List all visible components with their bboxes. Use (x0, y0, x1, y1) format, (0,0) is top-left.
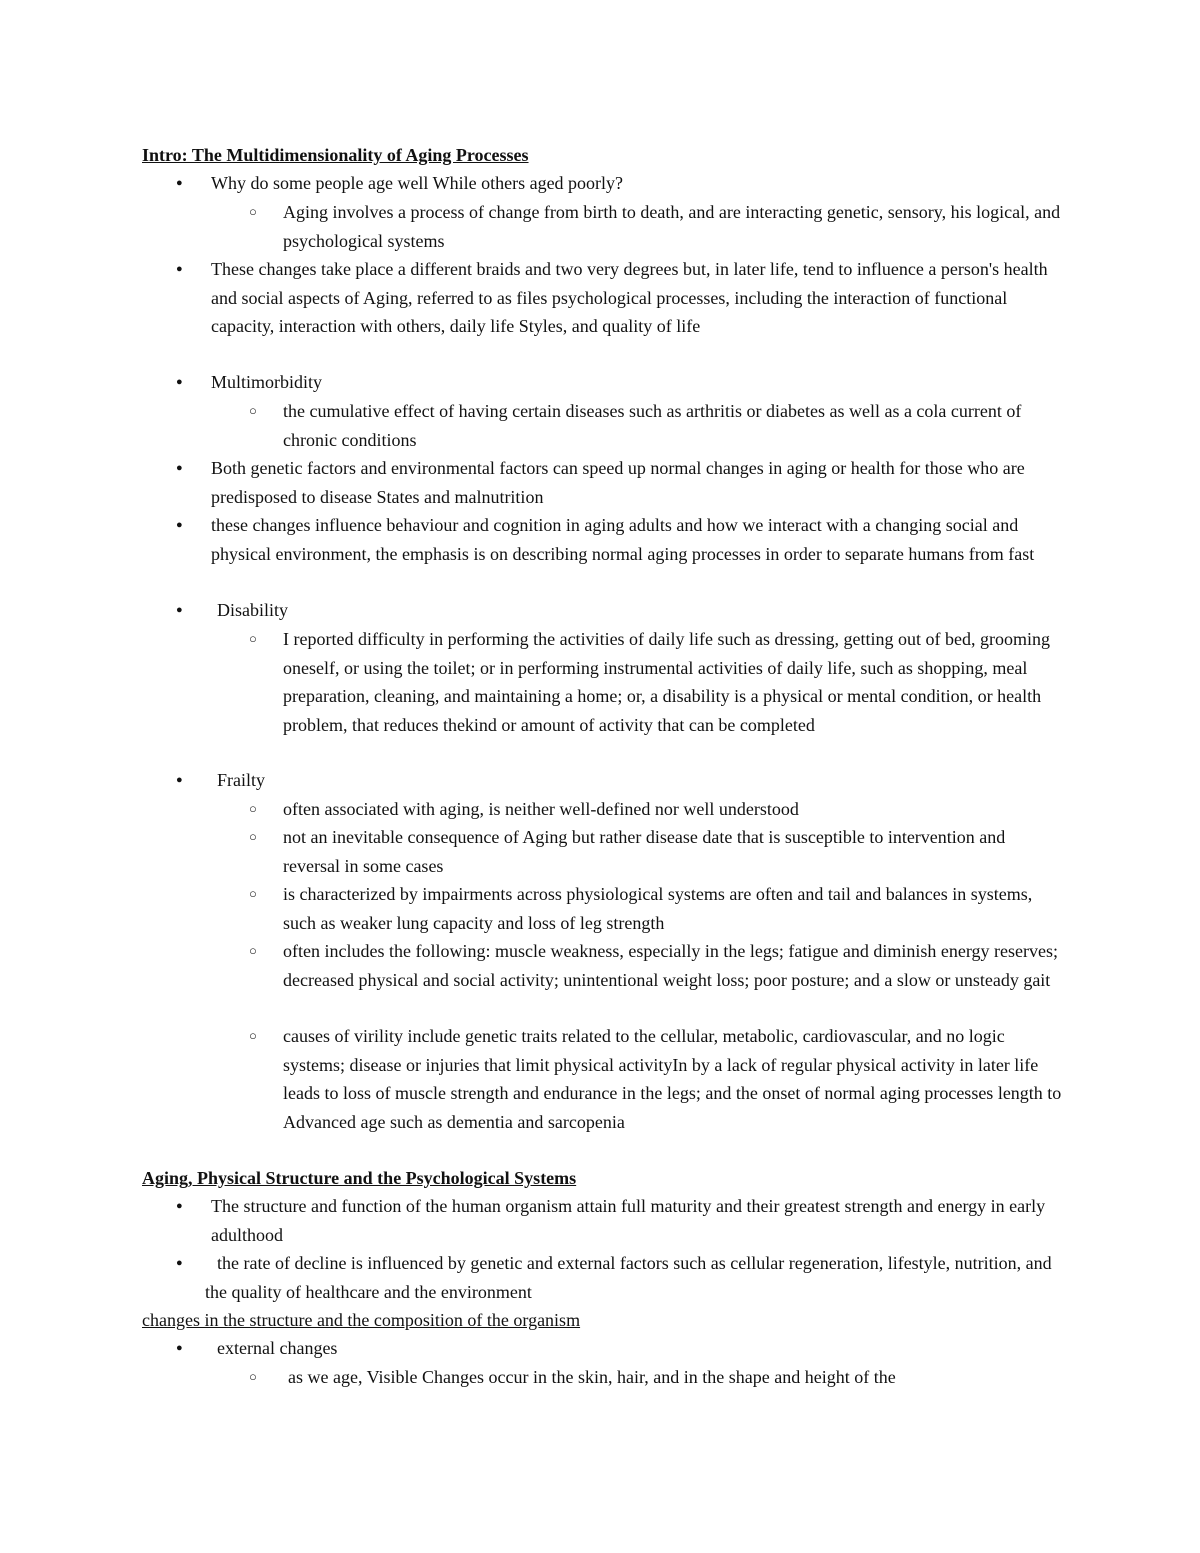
section-heading-physical-structure: Aging, Physical Structure and the Psychological Systems (142, 1168, 577, 1188)
list-item-text: The structure and function of the human organism attain full maturity and their greatest strength and energy in early adulthood (211, 1196, 1046, 1245)
hollow-bullet-icon: ○ (249, 403, 257, 418)
bullet-icon: ● (176, 774, 183, 786)
hollow-bullet-icon: ○ (249, 943, 257, 958)
bullet-icon: ● (176, 1257, 183, 1269)
list-item-text: often associated with aging, is neither well-defined nor well understood (283, 799, 799, 819)
list-item-text: as we age, Visible Changes occur in the skin, hair, and in the shape and height of the (288, 1367, 896, 1387)
list-item-text: often includes the following: muscle weakness, especially in the legs; fatigue and diminish energy reserves; decreased physical and social activity; unintentional weight loss; poor posture; and a slow or unsteady gait (283, 941, 1058, 990)
section-heading-intro: Intro: The Multidimensionality of Aging Processes (142, 145, 529, 165)
bullet-icon: ● (176, 263, 183, 275)
bullet-icon: ● (176, 376, 183, 388)
hollow-bullet-icon: ○ (249, 886, 257, 901)
bullet-icon: ● (176, 519, 183, 531)
list-item-text: I reported difficulty in performing the activities of daily life such as dressing, getting out of bed, grooming oneself, or using the toilet; or in performing instrumental activities of daily life, such as shopping, meal preparation, cleaning, and maintaining a home; or, a disability is a physical or mental condition, or health problem, that reduces thekind or amount of activity that can be completed (283, 629, 1050, 735)
list-item-text: Why do some people age well While others aged poorly? (211, 173, 624, 193)
hollow-bullet-icon: ○ (249, 204, 257, 219)
bullet-icon: ● (176, 604, 183, 616)
list-item-text: causes of virility include genetic traits related to the cellular, metabolic, cardiovascular, and no logic systems; disease or injuries that limit physical activityIn by a lack of regular physical activity in later life leads to loss of muscle strength and endurance in the legs; and the onset of normal aging processes length to Advanced age such as dementia and sarcopenia (283, 1026, 1062, 1132)
hollow-bullet-icon: ○ (249, 631, 257, 646)
bullet-icon: ● (176, 177, 183, 189)
hollow-bullet-icon: ○ (249, 801, 257, 816)
list-item-text: Disability (217, 600, 288, 620)
list-item-text: the cumulative effect of having certain diseases such as arthritis or diabetes as well as a cola current of chronic conditions (283, 401, 1022, 450)
list-item-text: not an inevitable consequence of Aging but rather disease date that is susceptible to intervention and reversal in some cases (283, 827, 1006, 876)
hollow-bullet-icon: ○ (249, 1028, 257, 1043)
list-item-text: These changes take place a different braids and two very degrees but, in later life, tend to influence a person's health and social aspects of Aging, referred to as files psychological processes, including the interaction of functional capacity, interaction with others, daily life Styles, and quality of life (211, 259, 1048, 336)
list-item-text: these changes influence behaviour and cognition in aging adults and how we interact with a changing social and physical environment, the emphasis is on describing normal aging processes in order to separate humans from fast (211, 515, 1035, 564)
list-item-text: the rate of decline is influenced by genetic and external factors such as cellular regeneration, lifestyle, nutrition, and the quality of healthcare and the environment (205, 1253, 1052, 1302)
hollow-bullet-icon: ○ (249, 829, 257, 844)
list-item-text: Both genetic factors and environmental factors can speed up normal changes in aging or health for those who are predisposed to disease States and malnutrition (211, 458, 1025, 507)
bullet-icon: ● (176, 462, 183, 474)
list-item-text: Frailty (217, 770, 265, 790)
list-item-text: is characterized by impairments across physiological systems are often and tail and balances in systems, such as weaker lung capacity and loss of leg strength (283, 884, 1033, 933)
list-item-text: external changes (217, 1338, 338, 1358)
list-item-text: Aging involves a process of change from birth to death, and are interacting genetic, sensory, his logical, and psychological systems (283, 202, 1061, 251)
subsection-heading: changes in the structure and the composition of the organism (142, 1310, 581, 1330)
hollow-bullet-icon: ○ (249, 1369, 257, 1384)
list-item-text: Multimorbidity (211, 372, 323, 392)
bullet-icon: ● (176, 1200, 183, 1212)
bullet-icon: ● (176, 1342, 183, 1354)
